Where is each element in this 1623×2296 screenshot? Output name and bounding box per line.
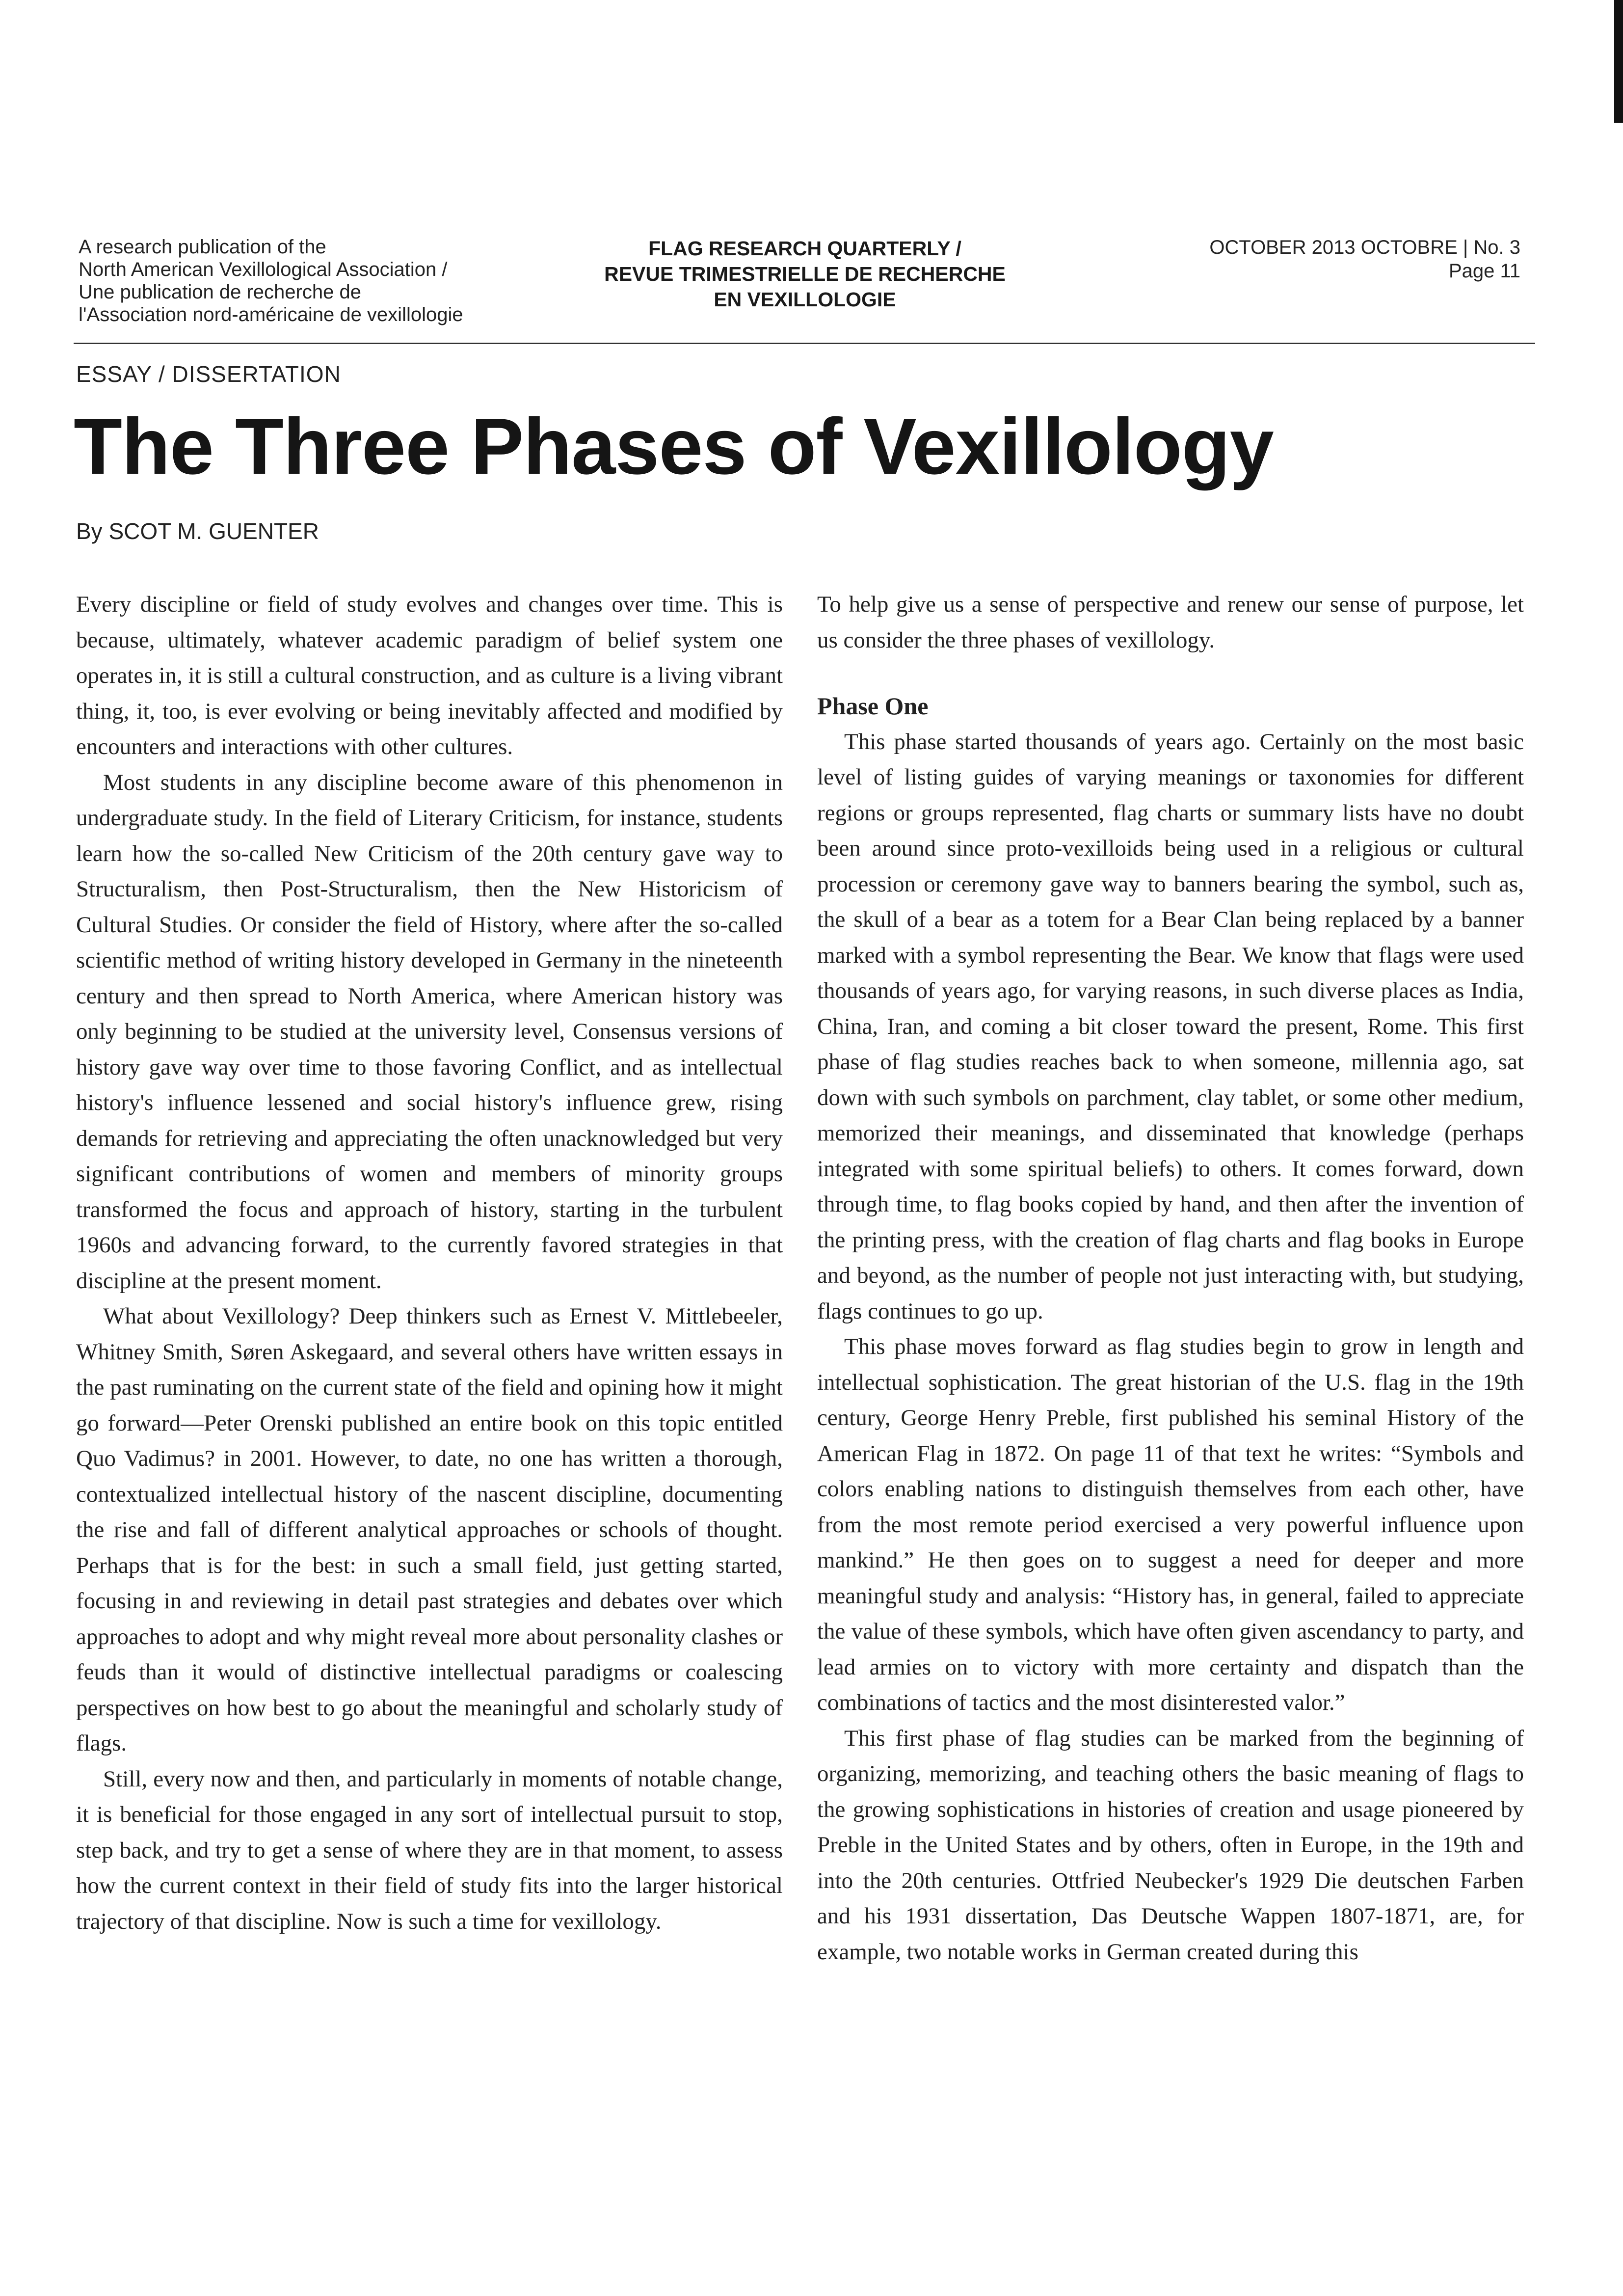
- phase-heading: Phase One: [817, 692, 929, 720]
- paragraph: This phase moves forward as flag studies begin to grow in length and intellectual sophistication. The great historian of the U.S. flag in the 19th century, George Henry Preble, first published his seminal History of the American Flag in 1872. On page 11 of that text he writes: “Symbols and colors enabling nations to distinguish themselves from each other, have from the most remote period exercised a very powerful influence upon mankind.” He then goes on to suggest a need for deeper and more meaningful study and analysis: “History has, in general, failed to appreciate the value of these symbols, which have often given ascendancy to party, and lead armies on to victory with more certainty and dispatch than the combinations of tactics and the most disinterested valor.”: [817, 1334, 1524, 1715]
- page-number: Page 11: [1448, 260, 1520, 282]
- paragraph: Still, every now and then, and particularly in moments of notable change, it is beneficial for those engaged in any sort of intellectual pursuit to stop, step back, and try to get a sense of where they are in that moment, to assess how the current context in their field of study fits into the larger historical trajectory of that discipline. Now is such a time for vexillology.: [76, 1766, 783, 1934]
- journal-line: EN VEXILLOLOGIE: [714, 288, 896, 311]
- paragraph: This first phase of flag studies can be marked from the beginning of organizing, memorizing, and teaching others the basic meaning of flags to the growing sophistications in histories of creation and usage pioneered by Preble in the United States and by others, often in Europe, in the 19th and into the 20th centuries. Ottfried Neubecker's 1929 Die deutschen Farben and his 1931 dissertation, Das Deutsche Wappen 1807-1871, are, for example, two notable works in German created during this: [817, 1725, 1524, 1965]
- journal-line: FLAG RESEARCH QUARTERLY /: [648, 237, 961, 260]
- paragraph: Every discipline or field of study evolves and changes over time. This is because, ultimately, whatever academic paradigm of belief system one operates in, it is still a cultural construction, and as culture is a living vibrant thing, it, too, is ever evolving or being inevitably affected and modified by encounters and interactions with other cultures.: [76, 592, 783, 759]
- journal-name: [584, 236, 1026, 312]
- paragraph: What about Vexillology? Deep thinkers such as Ernest V. Mittlebeeler, Whitney Smith, Søren Askegaard, and several others have written essays in the past ruminating on the current state of the field and opining how it might go forward—Peter Orenski published an entire book on this topic entitled Quo Vadimus? in 2001. However, to date, no one has written a thorough, contextualized intellectual history of the nascent discipline, documenting the rise and fall of different analytical approaches or schools of thought. Perhaps that is for the best: in such a small field, just getting started, focusing in and reviewing in detail past strategies and debates over which approaches to adopt and why might reveal more about personality clashes or feuds than it would of distinctive intellectual paradigms or coalescing perspectives on how best to go about the meaningful and scholarly study of flags.: [76, 1303, 783, 1756]
- right-column: [817, 587, 1524, 1970]
- paragraph: This phase started thousands of years ago. Certainly on the most basic level of listing guides of varying meanings or taxonomies for different regions or groups represented, flag charts or summary lists have no doubt been around since proto-vexilloids being used in a religious or cultural procession or ceremony gave way to banners bearing the symbol, such as, the skull of a bear as a totem for a Bear Clan being replaced by a banner marked with a symbol representing the Bear. We know that flags were used thousands of years ago, for varying reasons, in such diverse places as India, China, Iran, and coming a bit closer toward the present, Rome. This first phase of flag studies reaches back to when someone, millennia ago, sat down with such symbols on parchment, clay tablet, or some other medium, memorized their meanings, and disseminated that knowledge (perhaps integrated with some spiritual beliefs) to others. It comes forward, down through time, to flag books copied by hand, and then after the invention of the printing press, with the creation of flag charts and flag books in Europe and beyond, as the number of people not just interacting with, but studying, flags continues to go up.: [817, 729, 1524, 1324]
- publisher-line: North American Vexillological Association /: [79, 259, 448, 280]
- section-label: ESSAY / DISSERTATION: [76, 361, 341, 387]
- masthead-divider: [74, 343, 1535, 344]
- intro-paragraph: To help give us a sense of perspective and renew our sense of purpose, let us consider the three phases of vexillology.: [817, 592, 1524, 653]
- issue-info: [1177, 236, 1520, 283]
- publisher-line: l'Association nord-américaine de vexillologie: [79, 304, 463, 325]
- publisher-line: Une publication de recherche de: [79, 281, 361, 303]
- journal-line: REVUE TRIMESTRIELLE DE RECHERCHE: [604, 263, 1006, 285]
- scan-edge-bar: [1614, 0, 1623, 123]
- issue-date: OCTOBER 2013 OCTOBRE | No. 3: [1209, 237, 1520, 258]
- article-title: The Three Phases of Vexillology: [74, 402, 1274, 491]
- masthead: [74, 231, 1535, 344]
- byline: By SCOT M. GUENTER: [76, 518, 319, 544]
- left-column: [76, 587, 783, 1939]
- publisher-line: A research publication of the: [79, 236, 326, 258]
- publisher-statement: [79, 236, 550, 326]
- paragraph: Most students in any discipline become aware of this phenomenon in undergraduate study. In the field of Literary Criticism, for instance, students learn how the so-called New Criticism of the 20th century gave way to Structuralism, then Post-Structuralism, then the New Historicism of Cultural Studies. Or consider the field of History, where after the so-called scientific method of writing history developed in Germany in the nineteenth century and then spread to North America, where American history was only beginning to be studied at the university level, Consensus versions of history gave way over time to those favoring Conflict, and as intellectual history's influence lessened and social history's influence grew, rising demands for retrieving and appreciating the often unacknowledged but very significant contributions of women and members of minority groups transformed the focus and approach of history, starting in the turbulent 1960s and advancing forward, to the currently favored strategies in that discipline at the present moment.: [76, 769, 783, 1294]
